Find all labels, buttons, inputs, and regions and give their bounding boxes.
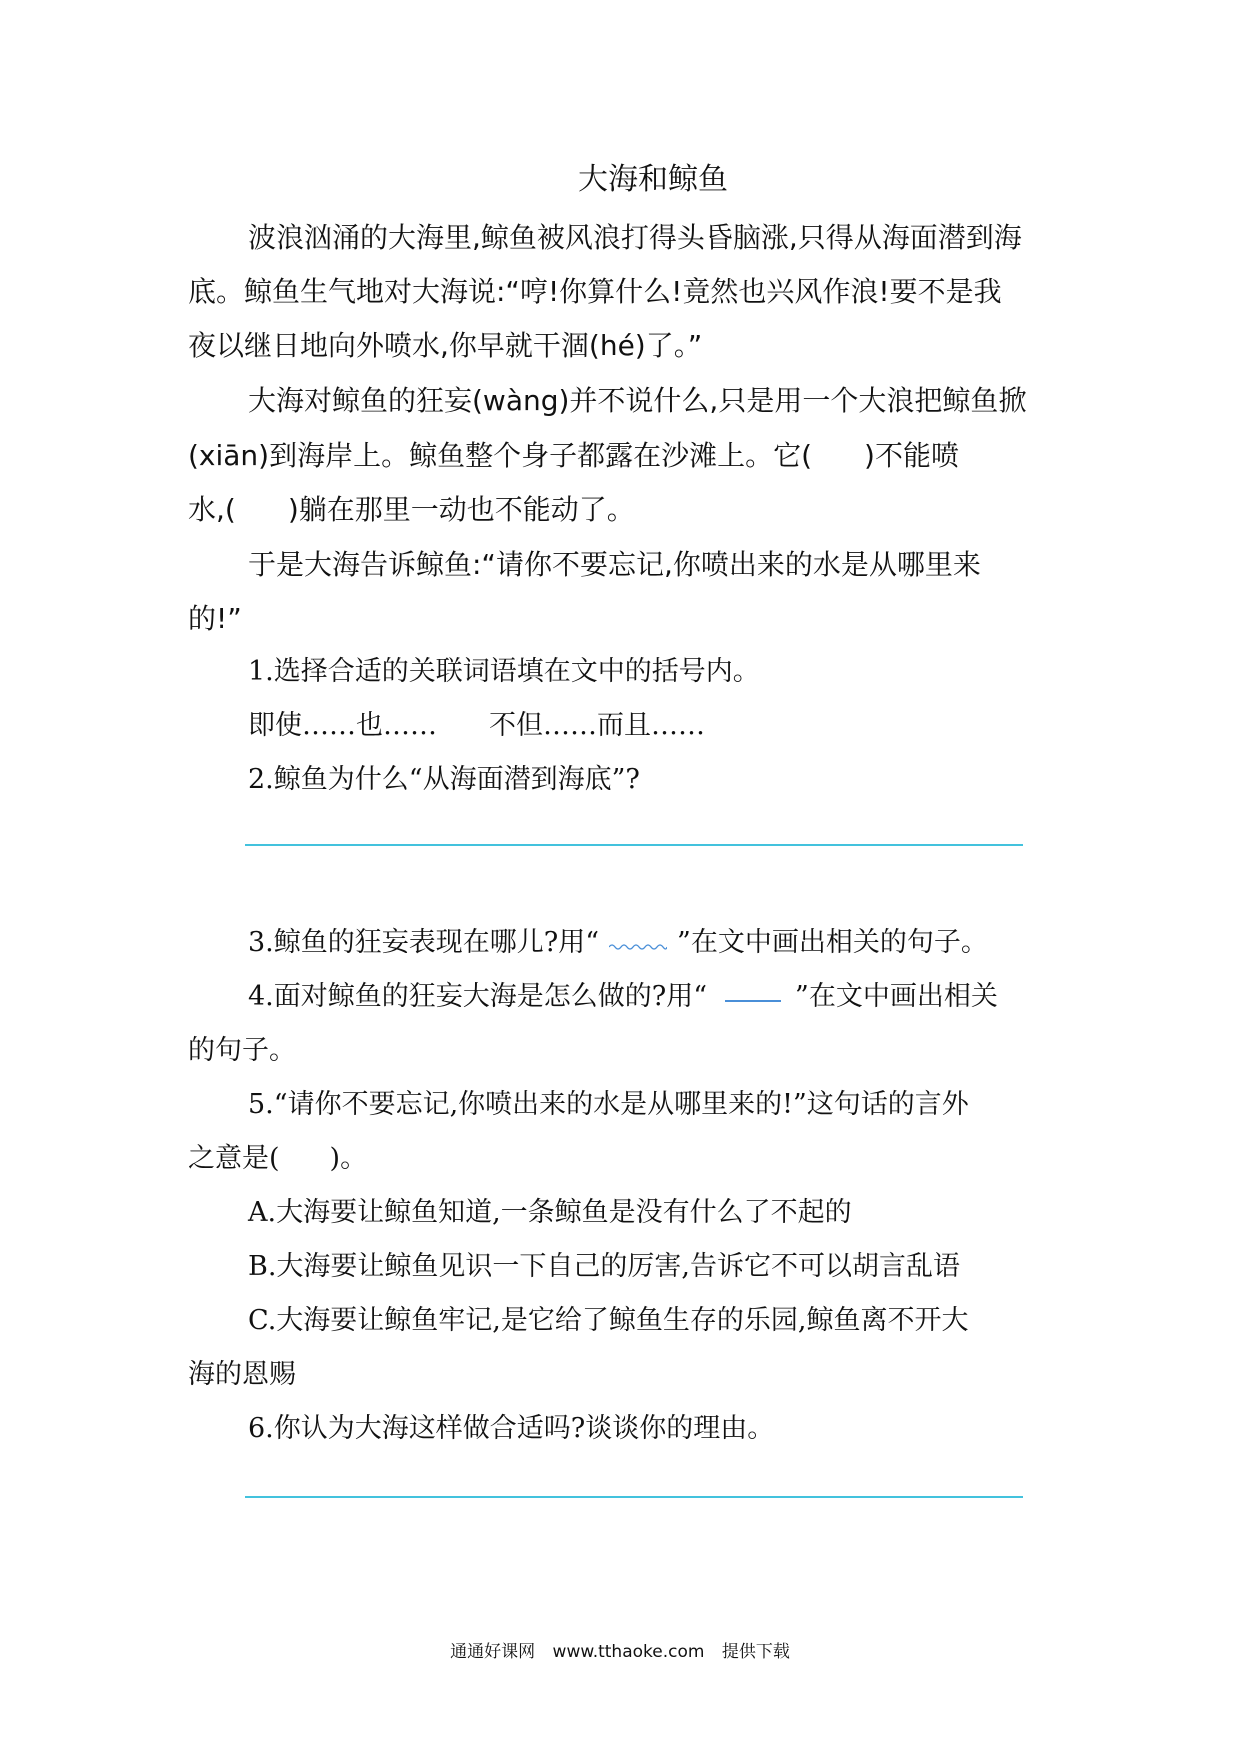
answer-line-q6[interactable] (245, 1496, 1023, 1498)
footer (0, 1640, 1240, 1664)
question-6: 6.你认为大海这样做合适吗?谈谈你的理由。 (248, 1413, 775, 1444)
passage-text: 水,( (188, 493, 236, 526)
option-budan-erqie: 不但……而且…… (489, 710, 705, 741)
footer-site-name: 通通好课网 (450, 1642, 536, 1662)
passage-text: )躺在那里一动也不能动了。 (287, 493, 635, 526)
choice-c: C.大海要让鲸鱼牢记,是它给了鲸鱼生存的乐园,鲸鱼离不开大 (248, 1305, 969, 1336)
question-4-cont: 的句子。 (188, 1035, 296, 1066)
question-4 (248, 977, 998, 1017)
question-2: 2.鲸鱼为什么“从海面潜到海底”? (248, 764, 640, 795)
choice-c-cont: 海的恩赐 (188, 1359, 296, 1390)
passage-text: (xiān)到海岸上。鲸鱼整个身子都露在沙滩上。它( (188, 439, 813, 472)
passage-line: 夜以继日地向外喷水,你早就干涸(hé)了。” (188, 329, 703, 362)
passage-line: 波浪汹涌的大海里,鲸鱼被风浪打得头昏脑涨,只得从海面潜到海 (248, 221, 1022, 254)
question-text: 之意是( (188, 1143, 280, 1174)
question-text: ”在文中画出相关的句子。 (677, 927, 988, 958)
wavy-underline-icon (609, 937, 667, 951)
answer-line-q2[interactable] (245, 844, 1023, 846)
question-text: ”在文中画出相关 (795, 981, 998, 1012)
question-1-options (248, 706, 705, 746)
page-title: 大海和鲸鱼 (578, 162, 728, 197)
passage-line (188, 490, 635, 530)
question-text: )。 (329, 1143, 368, 1174)
question-5-cont (188, 1139, 367, 1179)
footer-note: 提供下载 (721, 1642, 790, 1662)
straight-underline-icon (725, 992, 781, 1004)
passage-line: 大海对鲸鱼的狂妄(wàng)并不说什么,只是用一个大浪把鲸鱼掀 (248, 384, 1027, 417)
question-1: 1.选择合适的关联词语填在文中的括号内。 (248, 656, 760, 687)
passage-text: )不能喷 (864, 439, 959, 472)
passage-line: 于是大海告诉鲸鱼:“请你不要忘记,你喷出来的水是从哪里来 (248, 548, 981, 581)
choice-a: A.大海要让鲸鱼知道,一条鲸鱼是没有什么了不起的 (248, 1197, 852, 1228)
question-3 (248, 923, 988, 963)
passage-line: 的!” (188, 602, 242, 635)
question-text: 4.面对鲸鱼的狂妄大海是怎么做的?用“ (248, 981, 708, 1012)
question-5: 5.“请你不要忘记,你喷出来的水是从哪里来的!”这句话的言外 (248, 1089, 969, 1120)
passage-line (188, 436, 959, 476)
footer-url[interactable]: www.tthaoke.com (552, 1642, 705, 1662)
choice-b: B.大海要让鲸鱼见识一下自己的厉害,告诉它不可以胡言乱语 (248, 1251, 961, 1282)
question-text: 3.鲸鱼的狂妄表现在哪儿?用“ (248, 927, 600, 958)
option-jishi-ye: 即使……也…… (248, 710, 437, 741)
passage-line: 底。鲸鱼生气地对大海说:“哼!你算什么!竟然也兴风作浪!要不是我 (188, 275, 1002, 308)
